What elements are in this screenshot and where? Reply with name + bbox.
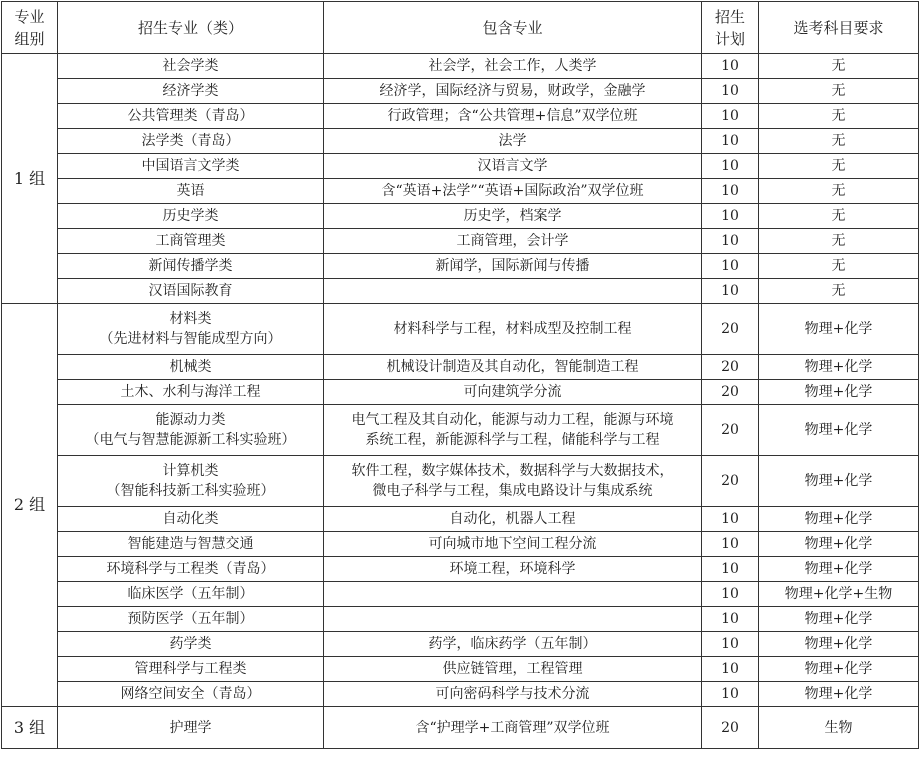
includes-cell: 机械设计制造及其自动化，智能制造工程 [324,355,702,380]
plan-cell: 10 [702,179,759,204]
major-cell: 网络空间安全（青岛） [58,682,324,707]
includes-cell: 法学 [324,129,702,154]
header-plan: 招生 计划 [702,2,759,54]
plan-cell: 10 [702,204,759,229]
table-row [2,79,919,104]
table-row [2,229,919,254]
major-cell: 材料类 （先进材料与智能成型方向） [58,304,324,355]
group-cell: 1 组 [2,54,58,304]
major-cell: 环境科学与工程类（青岛） [58,557,324,582]
table-row [2,355,919,380]
plan-cell: 10 [702,682,759,707]
plan-cell: 10 [702,79,759,104]
table-row [2,54,919,79]
table-row [2,707,919,749]
subjects-cell: 无 [759,279,919,304]
table-row [2,254,919,279]
subjects-cell: 物理+化学 [759,355,919,380]
plan-cell: 10 [702,54,759,79]
subjects-cell: 物理+化学 [759,405,919,456]
table-row [2,532,919,557]
major-cell: 药学类 [58,632,324,657]
subjects-cell: 物理+化学 [759,632,919,657]
major-cell: 工商管理类 [58,229,324,254]
plan-cell: 10 [702,129,759,154]
major-cell: 计算机类 （智能科技新工科实验班） [58,456,324,507]
header-group: 专业 组别 [2,2,58,54]
includes-cell: 供应链管理，工程管理 [324,657,702,682]
table-row [2,405,919,456]
plan-cell: 10 [702,657,759,682]
subjects-cell: 无 [759,154,919,179]
table-row [2,380,919,405]
header-includes: 包含专业 [324,2,702,54]
plan-cell: 10 [702,532,759,557]
subjects-cell: 无 [759,104,919,129]
includes-cell: 社会学，社会工作，人类学 [324,54,702,79]
table-row [2,632,919,657]
includes-cell [324,279,702,304]
major-cell: 汉语国际教育 [58,279,324,304]
includes-cell: 工商管理，会计学 [324,229,702,254]
includes-cell [324,582,702,607]
enrollment-table [1,1,919,749]
includes-cell: 可向城市地下空间工程分流 [324,532,702,557]
plan-cell: 10 [702,632,759,657]
header-major: 招生专业（类） [58,2,324,54]
table-row [2,204,919,229]
subjects-cell: 无 [759,229,919,254]
plan-cell: 20 [702,355,759,380]
plan-cell: 20 [702,304,759,355]
major-cell: 智能建造与智慧交通 [58,532,324,557]
major-cell: 法学类（青岛） [58,129,324,154]
table-row [2,682,919,707]
table-header-row [2,2,919,54]
includes-cell: 含“护理学+工商管理”双学位班 [324,707,702,749]
subjects-cell: 物理+化学 [759,657,919,682]
table-row [2,507,919,532]
subjects-cell: 物理+化学 [759,507,919,532]
table-row [2,279,919,304]
plan-cell: 10 [702,607,759,632]
subjects-cell: 生物 [759,707,919,749]
subjects-cell: 物理+化学 [759,607,919,632]
plan-cell: 10 [702,254,759,279]
includes-cell: 行政管理；含“公共管理+信息”双学位班 [324,104,702,129]
includes-cell: 软件工程，数字媒体技术，数据科学与大数据技术， 微电子科学与工程，集成电路设计与集成系统 [324,456,702,507]
table-row [2,607,919,632]
major-cell: 管理科学与工程类 [58,657,324,682]
includes-cell: 自动化，机器人工程 [324,507,702,532]
major-cell: 公共管理类（青岛） [58,104,324,129]
plan-cell: 10 [702,229,759,254]
plan-cell: 10 [702,582,759,607]
subjects-cell: 无 [759,254,919,279]
group-cell: 2 组 [2,304,58,707]
major-cell: 历史学类 [58,204,324,229]
subjects-cell: 无 [759,79,919,104]
subjects-cell: 物理+化学 [759,557,919,582]
table-row [2,304,919,355]
includes-cell: 环境工程，环境科学 [324,557,702,582]
subjects-cell: 物理+化学 [759,456,919,507]
subjects-cell: 无 [759,204,919,229]
plan-cell: 20 [702,405,759,456]
plan-cell: 10 [702,507,759,532]
major-cell: 机械类 [58,355,324,380]
subjects-cell: 物理+化学+生物 [759,582,919,607]
includes-cell: 历史学，档案学 [324,204,702,229]
group-cell: 3 组 [2,707,58,749]
header-subjects: 选考科目要求 [759,2,919,54]
plan-cell: 20 [702,380,759,405]
plan-cell: 20 [702,707,759,749]
includes-cell: 材料科学与工程，材料成型及控制工程 [324,304,702,355]
subjects-cell: 无 [759,179,919,204]
table-row [2,104,919,129]
table-row [2,582,919,607]
subjects-cell: 物理+化学 [759,532,919,557]
major-cell: 自动化类 [58,507,324,532]
table-row [2,179,919,204]
includes-cell: 药学，临床药学（五年制） [324,632,702,657]
major-cell: 英语 [58,179,324,204]
includes-cell: 可向密码科学与技术分流 [324,682,702,707]
includes-cell: 含“英语+法学”“英语+国际政治”双学位班 [324,179,702,204]
major-cell: 新闻传播学类 [58,254,324,279]
subjects-cell: 物理+化学 [759,304,919,355]
subjects-cell: 物理+化学 [759,682,919,707]
includes-cell: 可向建筑学分流 [324,380,702,405]
includes-cell [324,607,702,632]
includes-cell: 经济学，国际经济与贸易，财政学，金融学 [324,79,702,104]
table-row [2,456,919,507]
plan-cell: 10 [702,154,759,179]
major-cell: 社会学类 [58,54,324,79]
includes-cell: 汉语言文学 [324,154,702,179]
plan-cell: 10 [702,104,759,129]
major-cell: 能源动力类 （电气与智慧能源新工科实验班） [58,405,324,456]
subjects-cell: 物理+化学 [759,380,919,405]
includes-cell: 新闻学，国际新闻与传播 [324,254,702,279]
plan-cell: 20 [702,456,759,507]
table-row [2,129,919,154]
major-cell: 临床医学（五年制） [58,582,324,607]
major-cell: 中国语言文学类 [58,154,324,179]
plan-cell: 10 [702,279,759,304]
major-cell: 护理学 [58,707,324,749]
table-row [2,657,919,682]
table-row [2,154,919,179]
major-cell: 经济学类 [58,79,324,104]
table-row [2,557,919,582]
subjects-cell: 无 [759,54,919,79]
plan-cell: 10 [702,557,759,582]
includes-cell: 电气工程及其自动化，能源与动力工程，能源与环境 系统工程，新能源科学与工程，储能科学与工程 [324,405,702,456]
subjects-cell: 无 [759,129,919,154]
major-cell: 预防医学（五年制） [58,607,324,632]
major-cell: 土木、水利与海洋工程 [58,380,324,405]
